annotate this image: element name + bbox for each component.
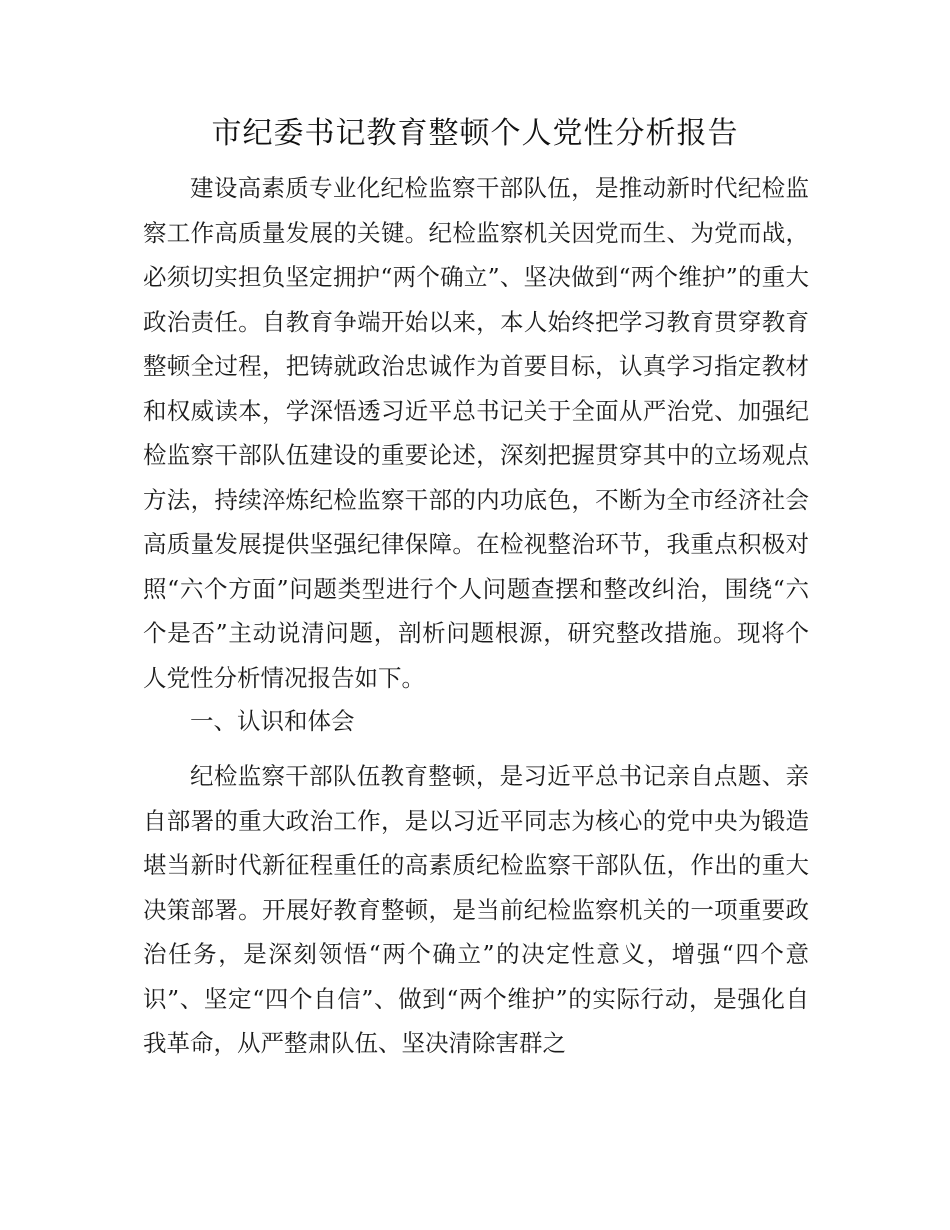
section-heading: 一、认识和体会: [190, 707, 355, 735]
document-title: 市纪委书记教育整顿个人党性分析报告: [211, 116, 739, 151]
section-paragraph: 纪检监察干部队伍教育整顿，是习近平总书记亲自点题、亲自部署的重大政治工作，是以习近平同志为核心的党中央为锻造堪当新时代新征程重任的高素质纪检监察干部队伍，作出的重大决策部署。开展好教育整顿，是当前纪检监察机关的一项重要政治任务，是深刻领悟“两个确立”的决定性意义，增强“四个意识”、坚定“四个自信”、做到“两个维护”的实际行动，是强化自我革命，从严整肃队伍、坚决清除害群之: [143, 762, 809, 1057]
intro-paragraph: 建设高素质专业化纪检监察干部队伍，是推动新时代纪检监察工作高质量发展的关键。纪检监察机关因党而生、为党而战，必须切实担负坚定拥护“两个确立”、坚决做到“两个维护”的重大政治责任。自教育争端开始以来，本人始终把学习教育贯穿教育整顿全过程，把铸就政治忠诚作为首要目标，认真学习指定教材和权威读本，学深悟透习近平总书记关于全面从严治党、加强纪检监察干部队伍建设的重要论述，深刻把握贯穿其中的立场观点方法，持续淬炼纪检监察干部的内功底色，不断为全市经济社会高质量发展提供坚强纪律保障。在检视整治环节，我重点积极对照“六个方面”问题类型进行个人问题查摆和整改纠治，围绕“六个是否”主动说清问题，剖析问题根源，研究整改措施。现将个人党性分析情况报告如下。: [143, 174, 809, 692]
